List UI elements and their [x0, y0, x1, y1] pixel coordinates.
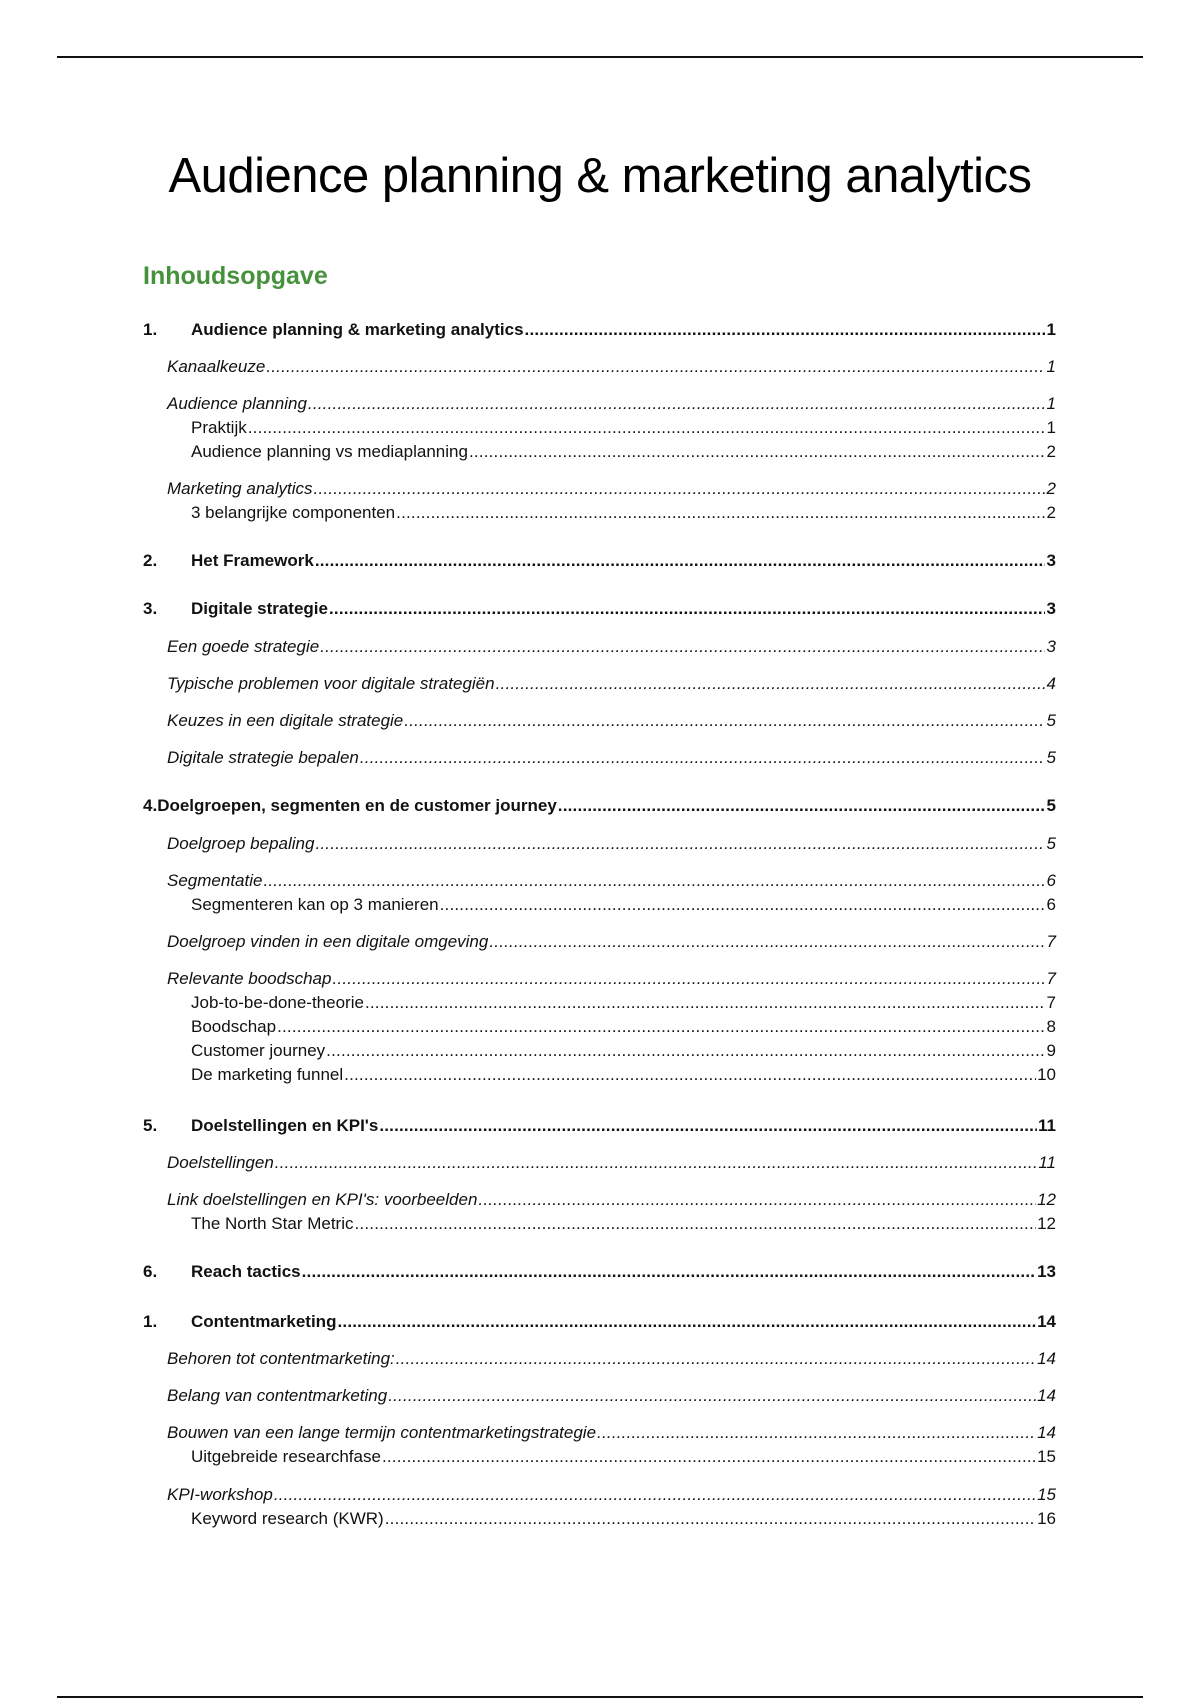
- toc-dot-leader: [469, 440, 1045, 464]
- toc-entry-page-number: 4: [1046, 674, 1056, 693]
- toc-chapter-entry[interactable]: [143, 1114, 1056, 1138]
- toc-entry-page-number: 16: [1037, 1509, 1056, 1528]
- toc-section-entry[interactable]: [143, 1151, 1056, 1175]
- toc-section-entry[interactable]: [143, 1188, 1056, 1212]
- toc-entry-title: Uitgebreide researchfase: [191, 1447, 381, 1466]
- toc-entry-title: Doelstellingen en KPI's: [191, 1116, 379, 1135]
- toc-entry-title: Behoren tot contentmarketing:: [167, 1349, 395, 1368]
- toc-entry-title: Doelgroep bepaling: [167, 834, 315, 853]
- toc-chapter-entry[interactable]: [143, 1260, 1056, 1284]
- toc-entry-page-number: 5: [1046, 796, 1056, 815]
- toc-entry-title: Typische problemen voor digitale strategiën: [167, 674, 495, 693]
- toc-dot-leader: [385, 1507, 1036, 1531]
- toc-entry-title: 3 belangrijke componenten: [191, 503, 396, 522]
- toc-subsection-entry[interactable]: [143, 440, 1056, 464]
- toc-subsection-entry[interactable]: [143, 893, 1056, 917]
- toc-entry-title: Doelgroep vinden in een digitale omgeving: [167, 932, 489, 951]
- toc-entry-title: Audience planning: [167, 394, 307, 413]
- toc-entry-title: Doelgroepen, segmenten en de customer journey: [157, 796, 557, 815]
- toc-entry-page-number: 15: [1037, 1485, 1056, 1504]
- toc-dot-leader: [440, 893, 1045, 917]
- toc-dot-leader: [355, 1212, 1037, 1236]
- toc-chapter-entry[interactable]: [143, 549, 1056, 573]
- toc-section-entry[interactable]: [143, 1421, 1056, 1445]
- toc-entry-number: 5.: [143, 1116, 158, 1135]
- toc-dot-leader: [388, 1384, 1036, 1408]
- toc-entry-title: Praktijk: [191, 418, 247, 437]
- toc-chapter-entry[interactable]: [143, 597, 1056, 621]
- toc-subsection-entry[interactable]: [143, 501, 1056, 525]
- toc-entry-title: Audience planning vs mediaplanning: [191, 442, 468, 461]
- toc-subsection-entry[interactable]: [143, 1212, 1056, 1236]
- toc-entry-page-number: 11: [1038, 1116, 1056, 1135]
- toc-section-entry[interactable]: [143, 1347, 1056, 1371]
- toc-entry-page-number: 2: [1046, 442, 1056, 461]
- toc-entry-page-number: 5: [1046, 834, 1056, 853]
- toc-dot-leader: [332, 967, 1045, 991]
- toc-dot-leader: [344, 1063, 1036, 1087]
- toc-entry-page-number: 6: [1046, 871, 1056, 890]
- toc-dot-leader: [263, 869, 1045, 893]
- toc-dot-leader: [274, 1483, 1036, 1507]
- toc-dot-leader: [314, 477, 1045, 501]
- toc-entry-page-number: 13: [1037, 1262, 1056, 1281]
- toc-entry-page-number: 14: [1037, 1386, 1056, 1405]
- toc-entry-page-number: 11: [1038, 1153, 1056, 1172]
- toc-entry-page-number: 3: [1046, 637, 1056, 656]
- toc-entry-title: Een goede strategie: [167, 637, 320, 656]
- toc-entry-page-number: 7: [1046, 932, 1056, 951]
- toc-entry-page-number: 14: [1037, 1349, 1056, 1368]
- toc-entry-title: Contentmarketing: [191, 1312, 337, 1331]
- toc-dot-leader: [478, 1188, 1036, 1212]
- toc-entry-title: Boodschap: [191, 1017, 277, 1036]
- toc-entry-title: Segmentatie: [167, 871, 263, 890]
- toc-chapter-entry[interactable]: [143, 318, 1056, 342]
- toc-dot-leader: [360, 746, 1045, 770]
- toc-entry-title: Digitale strategie: [191, 599, 328, 618]
- toc-dot-leader: [266, 355, 1045, 379]
- document-title: Audience planning & marketing analytics: [168, 149, 1032, 203]
- toc-entry-title: Reach tactics: [191, 1262, 301, 1281]
- toc-entry-number: 6.: [143, 1262, 158, 1281]
- toc-subsection-entry[interactable]: [143, 1445, 1056, 1469]
- table-of-contents: [143, 318, 1056, 1531]
- toc-entry-page-number: 14: [1037, 1423, 1056, 1442]
- toc-entry-page-number: 5: [1046, 748, 1056, 767]
- toc-entry-title: Marketing analytics: [167, 479, 313, 498]
- toc-entry-title: Job-to-be-done-theorie: [191, 993, 364, 1012]
- toc-entry-page-number: 12: [1037, 1190, 1056, 1209]
- toc-entry-title: De marketing funnel: [191, 1065, 344, 1084]
- toc-entry-page-number: 2: [1046, 479, 1056, 498]
- toc-chapter-entry[interactable]: [143, 794, 1056, 818]
- toc-entry-title: Segmenteren kan op 3 manieren: [191, 895, 439, 914]
- toc-entry-page-number: 3: [1046, 551, 1056, 570]
- toc-section-entry[interactable]: [143, 1483, 1056, 1507]
- toc-dot-leader: [275, 1151, 1038, 1175]
- toc-entry-page-number: 2: [1046, 503, 1056, 522]
- toc-entry-page-number: 7: [1046, 969, 1056, 988]
- toc-entry-page-number: 5: [1046, 711, 1056, 730]
- toc-entry-page-number: 6: [1046, 895, 1056, 914]
- toc-dot-leader: [489, 930, 1045, 954]
- toc-dot-leader: [315, 549, 1045, 573]
- toc-section-entry[interactable]: [143, 746, 1056, 770]
- toc-entry-title: Keyword research (KWR): [191, 1509, 384, 1528]
- toc-entry-title: Keuzes in een digitale strategie: [167, 711, 404, 730]
- toc-dot-leader: [396, 1347, 1036, 1371]
- toc-dot-leader: [302, 1260, 1036, 1284]
- toc-dot-leader: [382, 1445, 1036, 1469]
- toc-entry-page-number: 8: [1046, 1017, 1056, 1036]
- toc-entry-page-number: 1: [1046, 357, 1056, 376]
- toc-subsection-entry[interactable]: [143, 416, 1056, 440]
- toc-section-entry[interactable]: [143, 477, 1056, 501]
- toc-entry-page-number: 1: [1046, 320, 1056, 339]
- toc-dot-leader: [597, 1421, 1036, 1445]
- toc-section-entry[interactable]: [143, 635, 1056, 659]
- toc-dot-leader: [379, 1114, 1037, 1138]
- header-rule: [57, 56, 1143, 58]
- toc-section-entry[interactable]: [143, 967, 1056, 991]
- toc-heading: Inhoudsopgave: [143, 262, 328, 290]
- toc-subsection-entry[interactable]: [143, 1063, 1056, 1087]
- toc-entry-page-number: 9: [1046, 1041, 1056, 1060]
- toc-subsection-entry[interactable]: [143, 1507, 1056, 1531]
- toc-subsection-entry[interactable]: [143, 1039, 1056, 1063]
- toc-dot-leader: [496, 672, 1045, 696]
- toc-entry-page-number: 7: [1046, 993, 1056, 1012]
- toc-dot-leader: [315, 832, 1045, 856]
- toc-section-entry[interactable]: [143, 392, 1056, 416]
- toc-dot-leader: [320, 635, 1045, 659]
- toc-entry-page-number: 1: [1046, 418, 1056, 437]
- toc-chapter-entry[interactable]: [143, 1310, 1056, 1334]
- toc-section-entry[interactable]: [143, 869, 1056, 893]
- toc-dot-leader: [337, 1310, 1036, 1334]
- toc-dot-leader: [396, 501, 1045, 525]
- toc-dot-leader: [525, 318, 1045, 342]
- toc-dot-leader: [326, 1039, 1045, 1063]
- toc-section-entry[interactable]: [143, 672, 1056, 696]
- toc-entry-page-number: 1: [1046, 394, 1056, 413]
- toc-dot-leader: [404, 709, 1045, 733]
- toc-entry-number: 1.: [143, 1312, 158, 1331]
- toc-entry-page-number: 10: [1037, 1065, 1056, 1084]
- toc-entry-title: Doelstellingen: [167, 1153, 274, 1172]
- toc-entry-number: 1.: [143, 320, 158, 339]
- toc-section-entry[interactable]: [143, 832, 1056, 856]
- toc-entry-title: Link doelstellingen en KPI's: voorbeelden: [167, 1190, 478, 1209]
- toc-entry-page-number: 12: [1037, 1214, 1056, 1233]
- toc-section-entry[interactable]: [143, 930, 1056, 954]
- toc-section-entry[interactable]: [143, 355, 1056, 379]
- toc-entry-number: 3.: [143, 599, 158, 618]
- toc-entry-title: Audience planning & marketing analytics: [191, 320, 524, 339]
- toc-entry-title: Customer journey: [191, 1041, 326, 1060]
- toc-entry-number: 4.: [143, 796, 158, 815]
- toc-entry-title: Het Framework: [191, 551, 314, 570]
- toc-entry-page-number: 3: [1046, 599, 1056, 618]
- toc-entry-title: Relevante boodschap: [167, 969, 332, 988]
- toc-entry-title: Kanaalkeuze: [167, 357, 266, 376]
- toc-entry-title: The North Star Metric: [191, 1214, 354, 1233]
- toc-entry-page-number: 15: [1037, 1447, 1056, 1466]
- toc-entry-title: KPI-workshop: [167, 1485, 273, 1504]
- toc-subsection-entry[interactable]: [143, 1015, 1056, 1039]
- toc-entry-page-number: 14: [1037, 1312, 1056, 1331]
- toc-subsection-entry[interactable]: [143, 991, 1056, 1015]
- toc-dot-leader: [248, 416, 1045, 440]
- toc-dot-leader: [558, 794, 1045, 818]
- toc-entry-number: 2.: [143, 551, 158, 570]
- toc-section-entry[interactable]: [143, 1384, 1056, 1408]
- toc-entry-title: Belang van contentmarketing: [167, 1386, 388, 1405]
- toc-entry-title: Bouwen van een lange termijn contentmarketingstrategie: [167, 1423, 597, 1442]
- toc-dot-leader: [308, 392, 1045, 416]
- footer-rule: [57, 1696, 1143, 1698]
- toc-dot-leader: [277, 1015, 1045, 1039]
- toc-entry-title: Digitale strategie bepalen: [167, 748, 359, 767]
- toc-section-entry[interactable]: [143, 709, 1056, 733]
- toc-dot-leader: [329, 597, 1045, 621]
- toc-dot-leader: [365, 991, 1045, 1015]
